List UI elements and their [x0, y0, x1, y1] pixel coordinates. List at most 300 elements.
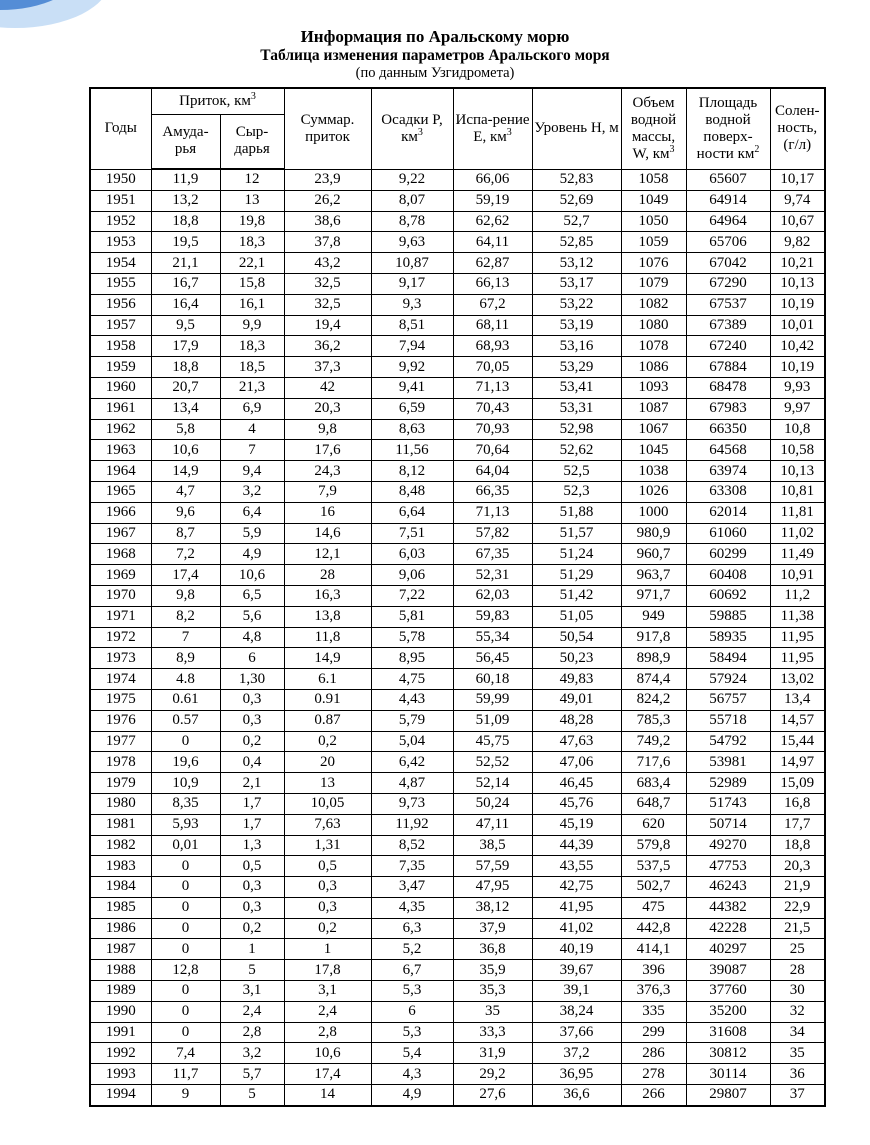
cell-evaporation: 47,11	[453, 814, 532, 835]
cell-area: 64568	[686, 440, 770, 461]
header-precipitation: Осадки P, $км^3$	[371, 88, 453, 169]
cell-evaporation: 71,13	[453, 502, 532, 523]
cell-level: 45,76	[532, 793, 621, 814]
cell-volume: 749,2	[621, 731, 686, 752]
cell-year: 1954	[90, 253, 151, 274]
cell-amudarya: 12,8	[151, 960, 220, 981]
cell-evaporation: 35,9	[453, 960, 532, 981]
cell-evaporation: 45,75	[453, 731, 532, 752]
cell-level: 52,62	[532, 440, 621, 461]
cell-syrdarya: 0,4	[220, 752, 284, 773]
cell-year: 1994	[90, 1085, 151, 1106]
cell-syrdarya: 19,8	[220, 211, 284, 232]
cell-volume: 1087	[621, 398, 686, 419]
cell-level: 52,83	[532, 169, 621, 190]
cell-year: 1981	[90, 814, 151, 835]
cell-year: 1977	[90, 731, 151, 752]
cell-amudarya: 16,4	[151, 294, 220, 315]
cell-volume: 1082	[621, 294, 686, 315]
cell-precipitation: 8,95	[371, 648, 453, 669]
table-row	[90, 336, 825, 357]
cell-area: 42228	[686, 918, 770, 939]
table-row	[90, 398, 825, 419]
cell-precipitation: 9,06	[371, 565, 453, 586]
cell-year: 1989	[90, 981, 151, 1002]
cell-syrdarya: 0,5	[220, 856, 284, 877]
cell-volume: 874,4	[621, 669, 686, 690]
cell-syrdarya: 1,7	[220, 814, 284, 835]
cell-year: 1992	[90, 1043, 151, 1064]
cell-area: 66350	[686, 419, 770, 440]
cell-evaporation: 66,06	[453, 169, 532, 190]
cell-total-inflow: 10,05	[284, 793, 371, 814]
cell-volume: 299	[621, 1022, 686, 1043]
cell-salinity: 9,97	[770, 398, 825, 419]
cell-syrdarya: 16,1	[220, 294, 284, 315]
cell-total-inflow: 10,6	[284, 1043, 371, 1064]
cell-volume: 1076	[621, 253, 686, 274]
cell-salinity: 21,5	[770, 918, 825, 939]
cell-amudarya: 0	[151, 981, 220, 1002]
cell-evaporation: 57,59	[453, 856, 532, 877]
cell-volume: 1026	[621, 481, 686, 502]
cell-amudarya: 0	[151, 1001, 220, 1022]
cell-volume: 683,4	[621, 773, 686, 794]
cell-area: 49270	[686, 835, 770, 856]
cell-precipitation: 9,73	[371, 793, 453, 814]
cell-level: 52,98	[532, 419, 621, 440]
cell-precipitation: 9,92	[371, 357, 453, 378]
cell-year: 1956	[90, 294, 151, 315]
table-row	[90, 169, 825, 190]
cell-evaporation: 59,99	[453, 689, 532, 710]
cell-precipitation: 11,56	[371, 440, 453, 461]
cell-precipitation: 6,3	[371, 918, 453, 939]
cell-salinity: 30	[770, 981, 825, 1002]
cell-syrdarya: 22,1	[220, 253, 284, 274]
cell-year: 1957	[90, 315, 151, 336]
cell-level: 51,24	[532, 544, 621, 565]
cell-level: 49,83	[532, 669, 621, 690]
cell-evaporation: 62,03	[453, 585, 532, 606]
cell-volume: 648,7	[621, 793, 686, 814]
cell-level: 37,2	[532, 1043, 621, 1064]
cell-area: 67042	[686, 253, 770, 274]
cell-total-inflow: 0,2	[284, 918, 371, 939]
cell-salinity: 10,67	[770, 211, 825, 232]
cell-salinity: 10,91	[770, 565, 825, 586]
cell-level: 39,67	[532, 960, 621, 981]
cell-precipitation: 4,87	[371, 773, 453, 794]
cell-level: 36,95	[532, 1064, 621, 1085]
cell-total-inflow: 7,63	[284, 814, 371, 835]
cell-total-inflow: 32,5	[284, 294, 371, 315]
cell-total-inflow: 43,2	[284, 253, 371, 274]
cell-area: 67537	[686, 294, 770, 315]
cell-year: 1952	[90, 211, 151, 232]
cell-volume: 1093	[621, 377, 686, 398]
cell-syrdarya: 5,7	[220, 1064, 284, 1085]
table-row	[90, 648, 825, 669]
cell-salinity: 9,93	[770, 377, 825, 398]
cell-total-inflow: 37,3	[284, 357, 371, 378]
cell-volume: 537,5	[621, 856, 686, 877]
cell-precipitation: 5,04	[371, 731, 453, 752]
cell-salinity: 10,13	[770, 273, 825, 294]
cell-level: 51,57	[532, 523, 621, 544]
cell-precipitation: 8,48	[371, 481, 453, 502]
cell-area: 52989	[686, 773, 770, 794]
source-note: (по данным Узгидромета)	[355, 65, 515, 81]
cell-amudarya: 5,8	[151, 419, 220, 440]
cell-precipitation: 7,94	[371, 336, 453, 357]
cell-volume: 502,7	[621, 877, 686, 898]
table-row	[90, 377, 825, 398]
cell-syrdarya: 5	[220, 960, 284, 981]
table-row	[90, 1043, 825, 1064]
table-row	[90, 585, 825, 606]
cell-syrdarya: 13	[220, 190, 284, 211]
table-row	[90, 814, 825, 835]
cell-total-inflow: 12,1	[284, 544, 371, 565]
cell-total-inflow: 32,5	[284, 273, 371, 294]
table-row	[90, 253, 825, 274]
cell-area: 59885	[686, 606, 770, 627]
table-row	[90, 835, 825, 856]
cell-salinity: 14,57	[770, 710, 825, 731]
cell-amudarya: 0.57	[151, 710, 220, 731]
table-row	[90, 918, 825, 939]
cell-amudarya: 8,2	[151, 606, 220, 627]
header-level: Уровень H, м	[532, 88, 621, 169]
cell-level: 53,22	[532, 294, 621, 315]
cell-salinity: 13,4	[770, 689, 825, 710]
cell-area: 64914	[686, 190, 770, 211]
cell-level: 51,88	[532, 502, 621, 523]
cell-evaporation: 35,3	[453, 981, 532, 1002]
cell-level: 42,75	[532, 877, 621, 898]
cell-precipitation: 7,35	[371, 856, 453, 877]
table-body	[90, 169, 825, 1106]
cell-total-inflow: 14,9	[284, 648, 371, 669]
cell-precipitation: 8,78	[371, 211, 453, 232]
cell-level: 39,1	[532, 981, 621, 1002]
cell-level: 53,17	[532, 273, 621, 294]
cell-amudarya: 19,6	[151, 752, 220, 773]
cell-precipitation: 9,63	[371, 232, 453, 253]
table-row	[90, 793, 825, 814]
cell-amudarya: 17,9	[151, 336, 220, 357]
cell-volume: 824,2	[621, 689, 686, 710]
cell-salinity: 20,3	[770, 856, 825, 877]
cell-precipitation: 3,47	[371, 877, 453, 898]
cell-salinity: 25	[770, 939, 825, 960]
cell-syrdarya: 6,4	[220, 502, 284, 523]
cell-precipitation: 6,59	[371, 398, 453, 419]
cell-evaporation: 70,43	[453, 398, 532, 419]
cell-precipitation: 9,3	[371, 294, 453, 315]
cell-volume: 414,1	[621, 939, 686, 960]
cell-volume: 1086	[621, 357, 686, 378]
cell-area: 50714	[686, 814, 770, 835]
cell-level: 47,63	[532, 731, 621, 752]
header-area: Площадь водной поверх-ности $км^2$	[686, 88, 770, 169]
cell-area: 60692	[686, 585, 770, 606]
cell-level: 52,69	[532, 190, 621, 211]
cell-precipitation: 4,35	[371, 897, 453, 918]
table-row	[90, 752, 825, 773]
table-row	[90, 190, 825, 211]
cell-salinity: 10,42	[770, 336, 825, 357]
cell-year: 1968	[90, 544, 151, 565]
table-row	[90, 731, 825, 752]
cell-total-inflow: 17,4	[284, 1064, 371, 1085]
cell-amudarya: 8,9	[151, 648, 220, 669]
cell-amudarya: 8,35	[151, 793, 220, 814]
cell-total-inflow: 1	[284, 939, 371, 960]
cell-level: 52,3	[532, 481, 621, 502]
cell-amudarya: 4.8	[151, 669, 220, 690]
cell-volume: 917,8	[621, 627, 686, 648]
cell-amudarya: 8,7	[151, 523, 220, 544]
header-inflow: Приток, $км^3$	[151, 88, 284, 114]
cell-evaporation: 66,13	[453, 273, 532, 294]
table-row	[90, 877, 825, 898]
cell-year: 1986	[90, 918, 151, 939]
cell-amudarya: 11,7	[151, 1064, 220, 1085]
cell-year: 1985	[90, 897, 151, 918]
cell-syrdarya: 6,9	[220, 398, 284, 419]
page-title: Информация по Аральскому морю	[300, 27, 570, 46]
cell-total-inflow: 3,1	[284, 981, 371, 1002]
cell-area: 58494	[686, 648, 770, 669]
cell-salinity: 10,21	[770, 253, 825, 274]
cell-volume: 1067	[621, 419, 686, 440]
cell-year: 1976	[90, 710, 151, 731]
cell-volume: 963,7	[621, 565, 686, 586]
cell-level: 41,95	[532, 897, 621, 918]
cell-volume: 980,9	[621, 523, 686, 544]
cell-amudarya: 0	[151, 918, 220, 939]
cell-evaporation: 56,45	[453, 648, 532, 669]
cell-area: 44382	[686, 897, 770, 918]
cell-evaporation: 55,34	[453, 627, 532, 648]
table-row	[90, 939, 825, 960]
cell-evaporation: 70,93	[453, 419, 532, 440]
cell-total-inflow: 2,4	[284, 1001, 371, 1022]
cell-total-inflow: 0,5	[284, 856, 371, 877]
cell-salinity: 15,44	[770, 731, 825, 752]
cell-total-inflow: 11,8	[284, 627, 371, 648]
cell-volume: 286	[621, 1043, 686, 1064]
cell-precipitation: 9,41	[371, 377, 453, 398]
cell-volume: 971,7	[621, 585, 686, 606]
table-row	[90, 773, 825, 794]
cell-level: 43,55	[532, 856, 621, 877]
table-row	[90, 627, 825, 648]
cell-evaporation: 70,05	[453, 357, 532, 378]
cell-volume: 785,3	[621, 710, 686, 731]
cell-salinity: 14,97	[770, 752, 825, 773]
cell-salinity: 10,58	[770, 440, 825, 461]
cell-total-inflow: 19,4	[284, 315, 371, 336]
cell-amudarya: 7,2	[151, 544, 220, 565]
header-evaporation: Испа-рение E, $км^3$	[453, 88, 532, 169]
cell-area: 56757	[686, 689, 770, 710]
cell-area: 65607	[686, 169, 770, 190]
cell-amudarya: 7	[151, 627, 220, 648]
cell-syrdarya: 21,3	[220, 377, 284, 398]
cell-salinity: 10,01	[770, 315, 825, 336]
cell-evaporation: 35	[453, 1001, 532, 1022]
cell-evaporation: 31,9	[453, 1043, 532, 1064]
cell-amudarya: 13,4	[151, 398, 220, 419]
cell-volume: 1049	[621, 190, 686, 211]
cell-precipitation: 4,75	[371, 669, 453, 690]
cell-syrdarya: 0,2	[220, 731, 284, 752]
cell-volume: 1000	[621, 502, 686, 523]
cell-total-inflow: 28	[284, 565, 371, 586]
cell-volume: 1059	[621, 232, 686, 253]
cell-year: 1980	[90, 793, 151, 814]
cell-syrdarya: 7	[220, 440, 284, 461]
cell-amudarya: 0,01	[151, 835, 220, 856]
cell-precipitation: 8,63	[371, 419, 453, 440]
cell-precipitation: 10,87	[371, 253, 453, 274]
cell-evaporation: 62,87	[453, 253, 532, 274]
cell-salinity: 34	[770, 1022, 825, 1043]
cell-evaporation: 67,35	[453, 544, 532, 565]
cell-salinity: 11,95	[770, 648, 825, 669]
cell-area: 39087	[686, 960, 770, 981]
cell-level: 51,05	[532, 606, 621, 627]
cell-total-inflow: 36,2	[284, 336, 371, 357]
cell-area: 67884	[686, 357, 770, 378]
cell-total-inflow: 7,9	[284, 481, 371, 502]
cell-total-inflow: 20,3	[284, 398, 371, 419]
cell-area: 67240	[686, 336, 770, 357]
cell-year: 1987	[90, 939, 151, 960]
cell-salinity: 18,8	[770, 835, 825, 856]
cell-evaporation: 68,93	[453, 336, 532, 357]
cell-salinity: 37	[770, 1085, 825, 1106]
cell-area: 67983	[686, 398, 770, 419]
cell-area: 61060	[686, 523, 770, 544]
cell-evaporation: 52,14	[453, 773, 532, 794]
cell-precipitation: 6	[371, 1001, 453, 1022]
cell-total-inflow: 17,6	[284, 440, 371, 461]
cell-syrdarya: 0,3	[220, 897, 284, 918]
cell-syrdarya: 9,9	[220, 315, 284, 336]
cell-evaporation: 37,9	[453, 918, 532, 939]
cell-area: 60408	[686, 565, 770, 586]
cell-precipitation: 5,3	[371, 981, 453, 1002]
cell-salinity: 11,49	[770, 544, 825, 565]
cell-total-inflow: 26,2	[284, 190, 371, 211]
table-row	[90, 211, 825, 232]
cell-syrdarya: 1,3	[220, 835, 284, 856]
cell-amudarya: 0.61	[151, 689, 220, 710]
cell-level: 50,54	[532, 627, 621, 648]
cell-precipitation: 9,22	[371, 169, 453, 190]
cell-year: 1950	[90, 169, 151, 190]
header-salinity: Солен-ность, (г/л)	[770, 88, 825, 169]
cell-total-inflow: 13,8	[284, 606, 371, 627]
cell-precipitation: 6,64	[371, 502, 453, 523]
cell-year: 1962	[90, 419, 151, 440]
cell-total-inflow: 6.1	[284, 669, 371, 690]
cell-area: 35200	[686, 1001, 770, 1022]
cell-area: 53981	[686, 752, 770, 773]
cell-amudarya: 13,2	[151, 190, 220, 211]
cell-volume: 278	[621, 1064, 686, 1085]
table-row	[90, 897, 825, 918]
cell-evaporation: 67,2	[453, 294, 532, 315]
cell-level: 44,39	[532, 835, 621, 856]
cell-syrdarya: 10,6	[220, 565, 284, 586]
cell-salinity: 22,9	[770, 897, 825, 918]
cell-total-inflow: 14	[284, 1085, 371, 1106]
cell-level: 45,19	[532, 814, 621, 835]
cell-area: 58935	[686, 627, 770, 648]
header-total-inflow: Суммар. приток	[284, 88, 371, 169]
cell-year: 1967	[90, 523, 151, 544]
cell-area: 51743	[686, 793, 770, 814]
title-block	[0, 27, 870, 82]
cell-year: 1982	[90, 835, 151, 856]
header-amudarya: Амуда-рья	[151, 114, 220, 169]
cell-evaporation: 60,18	[453, 669, 532, 690]
cell-year: 1971	[90, 606, 151, 627]
cell-level: 38,24	[532, 1001, 621, 1022]
cell-syrdarya: 1,30	[220, 669, 284, 690]
cell-precipitation: 9,17	[371, 273, 453, 294]
cell-year: 1963	[90, 440, 151, 461]
cell-precipitation: 8,52	[371, 835, 453, 856]
cell-area: 57924	[686, 669, 770, 690]
cell-amudarya: 9	[151, 1085, 220, 1106]
cell-year: 1960	[90, 377, 151, 398]
table-row	[90, 419, 825, 440]
cell-level: 51,29	[532, 565, 621, 586]
cell-salinity: 10,17	[770, 169, 825, 190]
cell-area: 63308	[686, 481, 770, 502]
cell-total-inflow: 2,8	[284, 1022, 371, 1043]
cell-syrdarya: 6,5	[220, 585, 284, 606]
cell-volume: 1038	[621, 461, 686, 482]
cell-total-inflow: 23,9	[284, 169, 371, 190]
table-row	[90, 669, 825, 690]
cell-total-inflow: 0,2	[284, 731, 371, 752]
cell-evaporation: 51,09	[453, 710, 532, 731]
cell-syrdarya: 18,3	[220, 336, 284, 357]
table-row	[90, 502, 825, 523]
cell-level: 36,6	[532, 1085, 621, 1106]
cell-total-inflow: 20	[284, 752, 371, 773]
cell-year: 1964	[90, 461, 151, 482]
cell-year: 1983	[90, 856, 151, 877]
cell-volume: 1079	[621, 273, 686, 294]
cell-precipitation: 4,43	[371, 689, 453, 710]
table-row	[90, 960, 825, 981]
cell-area: 67290	[686, 273, 770, 294]
cell-syrdarya: 4,9	[220, 544, 284, 565]
header-syrdarya: Сыр-дарья	[220, 114, 284, 169]
cell-evaporation: 50,24	[453, 793, 532, 814]
cell-precipitation: 7,22	[371, 585, 453, 606]
table-row	[90, 565, 825, 586]
cell-amudarya: 21,1	[151, 253, 220, 274]
